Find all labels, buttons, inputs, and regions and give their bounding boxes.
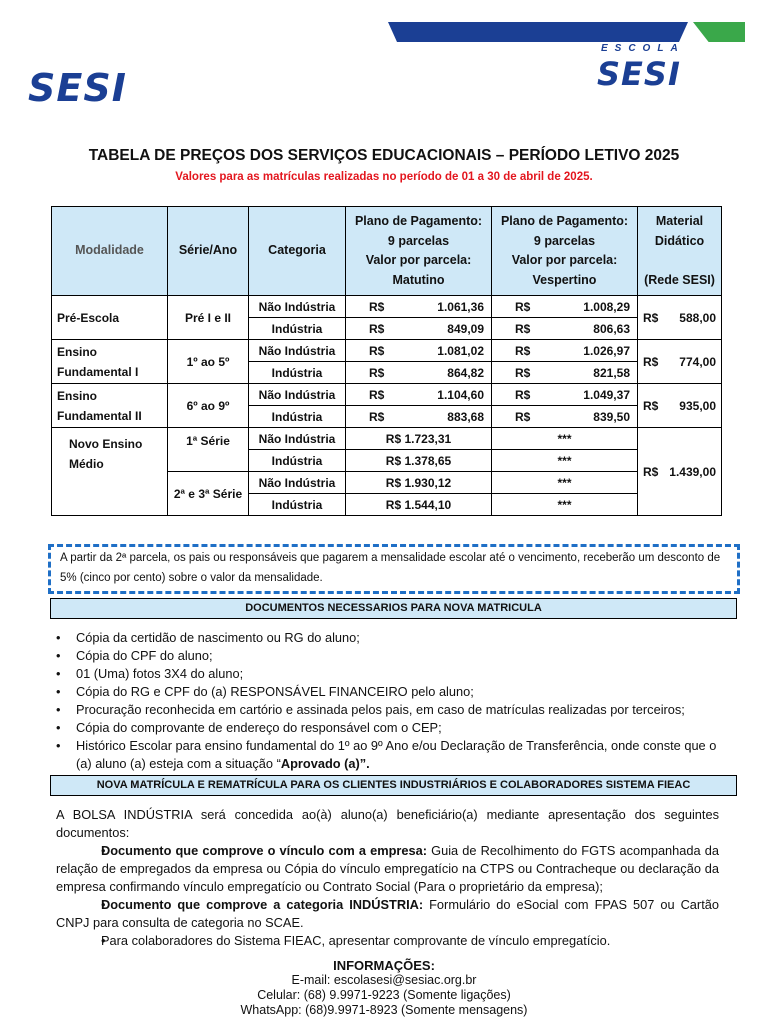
header-matutino-line: Matutino — [392, 272, 445, 287]
currency-label: R$ — [643, 354, 659, 369]
contact-whatsapp: WhatsApp: (68)9.9971-8923 (Somente mensagens) — [240, 1003, 528, 1017]
list-item-text: Histórico Escolar para ensino fundamental do 1º ao 9º Ano e/ou Declaração de Transferência, onde conste que o (a) aluno (a) esteja com a situação “ — [76, 738, 717, 771]
categoria-cell: Indústria — [249, 318, 346, 340]
price-vespertino — [492, 296, 638, 318]
list-item-bold: Aprovado (a)”. — [280, 756, 370, 771]
header-vespertino-line: Plano de Pagamento: — [500, 214, 629, 228]
list-item: • 01 (Uma) fotos 3X4 do aluno; — [54, 665, 724, 683]
currency-label: R$ — [369, 343, 385, 358]
categoria-cell: Não Indústria — [249, 340, 346, 362]
list-item: • Cópia do CPF do aluno; — [54, 647, 724, 665]
categoria-cell: Não Indústria — [249, 428, 346, 450]
material-cell — [638, 428, 722, 516]
list-item: • Procuração reconhecida em cartório e assinada pelos pais, em caso de matrículas realizadas por terceiros; — [54, 701, 724, 719]
document-title: TABELA DE PREÇOS DOS SERVIÇOS EDUCACIONAIS – PERÍODO LETIVO 2025 — [88, 147, 680, 164]
price-value: 864,82 — [447, 365, 484, 380]
currency-label: R$ — [515, 409, 531, 424]
bolsa-item: • Para colaboradores do Sistema FIEAC, apresentar comprovante de vínculo empregatício. — [56, 932, 719, 950]
categoria-cell: Não Indústria — [249, 472, 346, 494]
header-vespertino — [492, 207, 638, 296]
material-cell — [638, 296, 722, 340]
table-row — [52, 340, 722, 362]
serie-cell: 1º ao 5º — [168, 340, 249, 384]
table-row — [52, 384, 722, 406]
price-matutino — [346, 340, 492, 362]
header-blue-band — [388, 22, 688, 42]
bolsa-section — [56, 806, 719, 950]
currency-label: R$ — [369, 387, 385, 402]
contact-info — [0, 958, 768, 1018]
price-matutino: R$ 1.544,10 — [346, 494, 492, 516]
header-material-line: (Rede SESI) — [644, 272, 715, 287]
price-matutino — [346, 318, 492, 340]
price-value: 1.049,37 — [583, 387, 630, 402]
bolsa-item — [56, 896, 719, 932]
price-vespertino — [492, 340, 638, 362]
modalidade-label: Novo Ensino Médio — [69, 436, 143, 471]
categoria-cell: Não Indústria — [249, 296, 346, 318]
price-vespertino — [492, 406, 638, 428]
material-value: 774,00 — [679, 354, 716, 369]
sesi-logo-left: SESI — [28, 66, 127, 110]
price-value: 839,50 — [593, 409, 630, 424]
serie-cell: 1ª Série — [168, 428, 249, 472]
list-item: • Cópia do comprovante de endereço do responsável com o CEP; — [54, 719, 724, 737]
header-matutino-line: Valor por parcela: — [365, 253, 472, 267]
currency-label: R$ — [643, 398, 659, 413]
modalidade-cell — [52, 428, 168, 516]
currency-label: R$ — [515, 387, 531, 402]
header-matutino-line: 9 parcelas — [387, 233, 450, 248]
currency-label: R$ — [369, 409, 385, 424]
serie-cell: 2ª e 3ª Série — [168, 472, 249, 516]
header-matutino-line: Plano de Pagamento: — [354, 214, 483, 228]
contact-phone: Celular: (68) 9.9971-9223 (Somente ligações) — [257, 988, 511, 1002]
categoria-cell: Indústria — [249, 362, 346, 384]
serie-cell: 6º ao 9º — [168, 384, 249, 428]
price-value: 849,09 — [447, 321, 484, 336]
price-vespertino — [492, 318, 638, 340]
modalidade-cell: Ensino Fundamental I — [52, 340, 168, 384]
documents-heading: DOCUMENTOS NECESSARIOS PARA NOVA MATRICULA — [50, 598, 737, 619]
table-header-row — [52, 207, 722, 296]
price-matutino — [346, 296, 492, 318]
price-value: 806,63 — [593, 321, 630, 336]
bolsa-item — [56, 842, 719, 896]
discount-note: A partir da 2ª parcela, os pais ou responsáveis que pagarem a mensalidade escolar até o vencimento, receberão um desconto de 5% (cinco por cento) sobre o valor da mensalidade. — [60, 552, 721, 584]
price-value: 883,68 — [447, 409, 484, 424]
price-matutino: R$ 1.723,31 — [346, 428, 492, 450]
header-vespertino-line: Valor por parcela: — [511, 253, 618, 267]
documents-list — [54, 629, 724, 773]
currency-label: R$ — [515, 321, 531, 336]
list-item: • Cópia da certidão de nascimento ou RG do aluno; — [54, 629, 724, 647]
price-vespertino: *** — [492, 472, 638, 494]
bolsa-heading: NOVA MATRÍCULA E REMATRÍCULA PARA OS CLIENTES INDUSTRIÁRIOS E COLABORADORES SISTEMA FIEAC — [50, 775, 737, 796]
document-subtitle: Valores para as matrículas realizadas no período de 01 a 30 de abril de 2025. — [175, 171, 593, 183]
price-value: 1.008,29 — [583, 299, 630, 314]
serie-cell: Pré I e II — [168, 296, 249, 340]
price-matutino — [346, 384, 492, 406]
price-value: 821,58 — [593, 365, 630, 380]
header-vespertino-line: 9 parcelas — [533, 233, 596, 248]
currency-label: R$ — [515, 343, 531, 358]
currency-label: R$ — [643, 464, 659, 479]
currency-label: R$ — [515, 365, 531, 380]
header-material-spacer — [643, 251, 716, 271]
material-cell — [638, 384, 722, 428]
header-categoria: Categoria — [249, 207, 346, 296]
bolsa-intro: A BOLSA INDÚSTRIA será concedida ao(à) aluno(a) beneficiário(a) mediante apresentação dos seguintes documentos: — [56, 807, 719, 840]
categoria-cell: Indústria — [249, 406, 346, 428]
price-value: 1.061,36 — [437, 299, 484, 314]
bolsa-item-text: Formulário do eSocial com FPAS 507 ou Cartão CNPJ para consulta de categoria no SCAE. — [56, 897, 719, 930]
table-row — [52, 428, 722, 450]
categoria-cell: Não Indústria — [249, 384, 346, 406]
price-matutino: R$ 1.930,12 — [346, 472, 492, 494]
price-matutino — [346, 362, 492, 384]
table-row — [52, 296, 722, 318]
bolsa-item-bold: Documento que comprove a categoria INDÚSTRIA: — [101, 897, 424, 912]
material-value: 1.439,00 — [669, 464, 716, 479]
price-vespertino — [492, 362, 638, 384]
categoria-cell: Indústria — [249, 494, 346, 516]
header-material — [638, 207, 722, 296]
currency-label: R$ — [643, 310, 659, 325]
price-table — [51, 206, 722, 516]
material-value: 935,00 — [679, 398, 716, 413]
header-green-band — [693, 22, 745, 42]
header-modalidade: Modalidade — [52, 207, 168, 296]
header-matutino — [346, 207, 492, 296]
price-value: 1.081,02 — [437, 343, 484, 358]
header-serie: Série/Ano — [168, 207, 249, 296]
contact-heading: INFORMAÇÕES: — [333, 958, 435, 973]
price-matutino — [346, 406, 492, 428]
price-vespertino: *** — [492, 494, 638, 516]
escola-label: ESCOLA — [601, 43, 685, 54]
currency-label: R$ — [369, 321, 385, 336]
header-material-line: Material — [655, 214, 704, 228]
price-vespertino: *** — [492, 450, 638, 472]
bolsa-item-bold: Documento que comprove o vínculo com a empresa: — [101, 843, 428, 858]
material-value: 588,00 — [679, 310, 716, 325]
price-vespertino: *** — [492, 428, 638, 450]
escola-sesi-logo: SESI — [597, 55, 681, 93]
currency-label: R$ — [515, 299, 531, 314]
price-matutino: R$ 1.378,65 — [346, 450, 492, 472]
header-material-line: Didático — [654, 233, 705, 248]
modalidade-cell: Pré-Escola — [52, 296, 168, 340]
list-item: • Cópia do RG e CPF do (a) RESPONSÁVEL FINANCEIRO pelo aluno; — [54, 683, 724, 701]
list-item — [54, 737, 724, 773]
categoria-cell: Indústria — [249, 450, 346, 472]
price-vespertino — [492, 384, 638, 406]
price-value: 1.104,60 — [437, 387, 484, 402]
price-value: 1.026,97 — [583, 343, 630, 358]
header-vespertino-line: Vespertino — [532, 272, 597, 287]
currency-label: R$ — [369, 299, 385, 314]
currency-label: R$ — [369, 365, 385, 380]
modalidade-cell: Ensino Fundamental II — [52, 384, 168, 428]
material-cell — [638, 340, 722, 384]
contact-email: E-mail: escolasesi@sesiac.org.br — [291, 973, 477, 987]
bolsa-item-text: Guia de Recolhimento do FGTS acompanhada da relação de empregados da empresa ou Cópia do vínculo empregatício na CTPS ou Contracheque ou declaração da empresa confirmando vínculo empregatício ou Contrato Social (Para o proprietário da empresa); — [56, 843, 719, 894]
